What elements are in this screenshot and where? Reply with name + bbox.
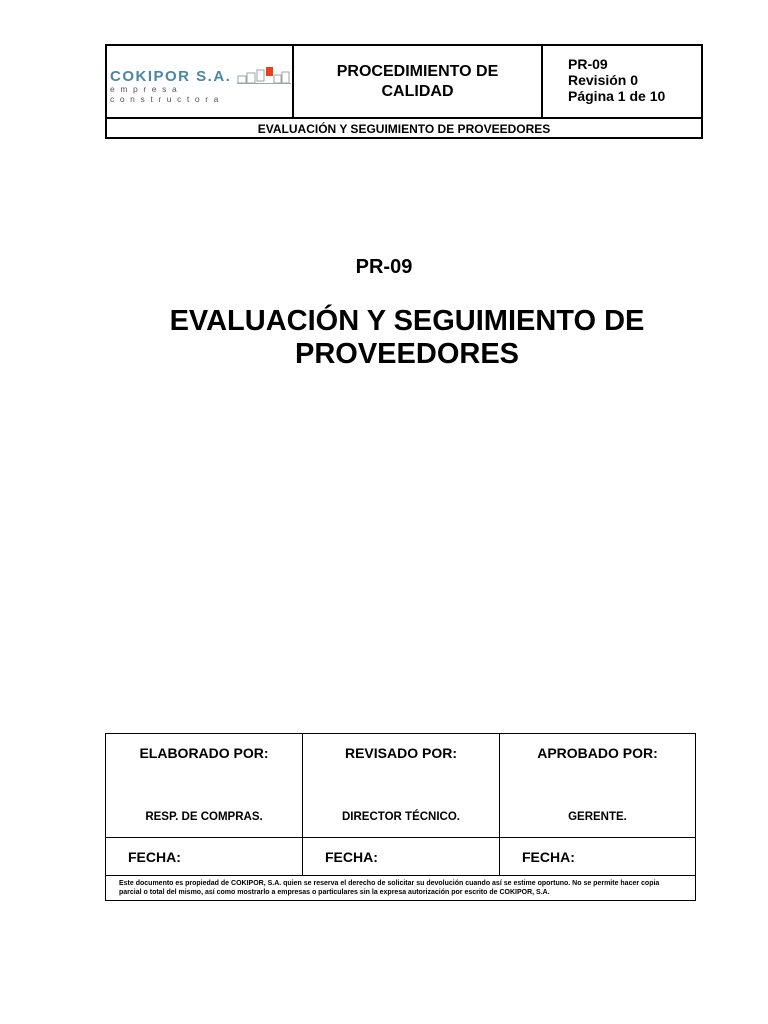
page-number: Página 1 de 10 — [568, 88, 666, 104]
revision-label: Revisión 0 — [568, 72, 639, 88]
approval-table — [105, 733, 696, 901]
document-code-heading: PR-09 — [355, 256, 413, 278]
document-meta — [543, 46, 701, 117]
header-subtitle: EVALUACIÓN Y SEGUIMIENTO DE PROVEEDORES — [257, 122, 551, 136]
document-title-line1: EVALUACIÓN Y SEGUIMIENTO DE — [169, 305, 645, 337]
document-title — [100, 305, 714, 371]
confidentiality-note: Este documento es propiedad de COKIPOR, S.A. quien se reserva el derecho de solicitar su devolución cuando así se estime oportuno. No se permite hacer copia parcial o total del mismo, así como mostrarlo a empresas o particulares sin la expresa autorización por escrito de COKIPOR, S.A. — [119, 880, 660, 896]
company-logo — [107, 46, 294, 117]
reviewed-date-label: FECHA: — [303, 838, 500, 875]
logo-tagline: empresa constructora — [110, 84, 224, 104]
approved-by-cell — [500, 734, 695, 837]
elaborated-by-cell — [106, 734, 303, 837]
logo-name: COKIPOR S.A. — [110, 68, 232, 85]
elaborated-by-role: RESP. DE COMPRAS. — [145, 811, 263, 823]
approved-by-role: GERENTE. — [568, 811, 627, 823]
elaborated-date-label: FECHA: — [106, 838, 303, 875]
reviewed-by-role: DIRECTOR TÉCNICO. — [342, 811, 460, 823]
reviewed-by-cell — [303, 734, 500, 837]
document-code: PR-09 — [568, 56, 608, 72]
approval-roles-row — [106, 734, 695, 838]
approval-dates-row — [106, 838, 695, 876]
procedure-title — [294, 46, 543, 117]
reviewed-by-heading: REVISADO POR: — [344, 745, 457, 761]
header-top-row — [107, 46, 701, 119]
approved-date-label: FECHA: — [522, 848, 575, 865]
buildings-logo-icon — [237, 67, 291, 85]
procedure-title-line2: CALIDAD — [381, 82, 454, 100]
approved-by-heading: APROBADO POR: — [537, 745, 658, 761]
document-header — [105, 44, 703, 139]
elaborated-by-heading: ELABORADO POR: — [139, 745, 269, 761]
procedure-title-line1: PROCEDIMIENTO DE — [336, 62, 499, 80]
document-title-line2: PROVEEDORES — [295, 338, 519, 370]
